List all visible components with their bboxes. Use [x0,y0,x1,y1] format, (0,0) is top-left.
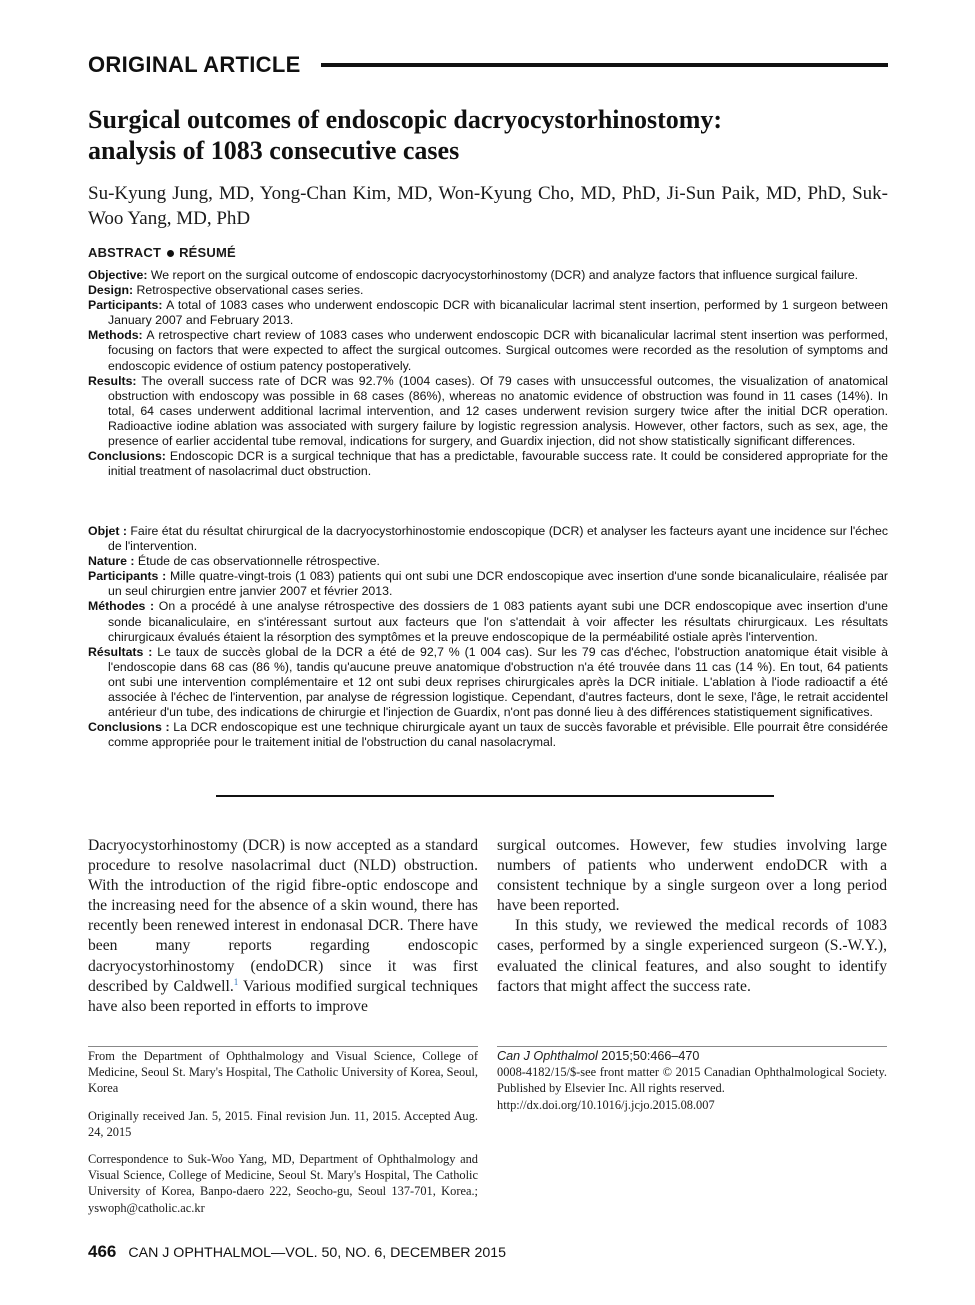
body-column-left [88,836,478,1017]
abstract-item [88,569,888,599]
body-text: Various modified surgical techniques have also been reported in efforts to improve [88,977,478,1015]
abstract-label: Results: [88,373,137,388]
journal-name: Can J Ophthalmol [497,1049,598,1063]
abstract-text: Étude de cas observationnelle rétrospective. [137,554,380,569]
body-paragraph [88,836,478,1017]
abstract-french [88,524,888,750]
abstract-text: A total of 1083 cases who underwent endoscopic DCR with bicanalicular lacrimal stent insertion, performed by 1 surgeon between January 2007 and February 2013. [108,298,888,328]
abstract-label: Methods: [88,328,143,343]
abstract-label: Résultats : [88,644,153,659]
title-line-2: analysis of 1083 consecutive cases [88,136,460,165]
footnotes-right [497,1046,887,1113]
abstract-item [88,599,888,644]
footnote-correspondence: Correspondence to Suk-Woo Yang, MD, Department of Ophthalmology and Visual Science, College of Medicine, Seoul St. Mary's Hospital, The Catholic University of Korea, Banpo-daero 222, Seocho-gu, Seoul 137-701, Korea.; yswoph@catholic.ac.kr [88,1152,478,1215]
abstract-label: Conclusions : [88,720,170,735]
section-header [88,50,888,80]
abstract-label: Conclusions: [88,449,166,464]
body-text: Dacryocystorhinostomy (DCR) is now accepted as a standard procedure to resolve nasolacrimal duct (NLD) obstruction. With the introduction of the rigid fibre-optic endoscope and the increasing need for the absence of a skin wound, there has recently been renewed interest in endonasal DCR. There have been many reports regarding endoscopic dacryocystorhinostomy (endoDCR) since it was first described by Caldwell. [88,837,478,995]
footnote-dates: Originally received Jan. 5, 2015. Final revision Jun. 11, 2015. Accepted Aug. 24, 2015 [88,1108,478,1139]
abstract-label: Participants: [88,298,163,313]
abstract-item [88,328,888,373]
page-number: 466 [88,1242,117,1261]
abstract-label: Méthodes : [88,599,155,614]
abstract-text: Le taux de succès global de la DCR a été de 92,7 % (1 004 cas). Sur les 79 cas d'échec, l'obstruction anatomique était visible à l'endoscopie dans 68 cas (86 %), tandis qu'aucune preuve anatomique d'obstruction n'a été trouvée dans 11 cas (14 %). En tout, 64 patients ont subi une intervention complémentaire et 12 ont subi deux reprises chirurgicales après la DCR initiale. L'ablation à l'iode radioactif a été associée à l'échec de l'intervention, par analyse de régression logistique. Cependant, d'autres facteurs, dont le sexe, l'âge, le retrait accidentel antérieur d'un tube, des indications de chirurgie et l'injection de Guardix, n'ont pas donné lieu à des différences statistiquement significatives. [108,644,888,720]
abstract-text: On a procédé à une analyse rétrospective des dossiers de 1 083 patients ayant subi une DCR endoscopique avec insertion d'une sonde bicanaliculaire, en s'intéressant surtout aux facteurs que l'on s'attendait à voir affecter les résultats chirurgicaux. Les résultats chirurgicaux évalués étaient la résorption des symptômes et la preuve endoscopique de la perméabilité ostiale après l'intervention. [108,599,888,644]
abstract-item [88,374,888,449]
abstract-item [88,720,888,750]
abstract-label: Nature : [88,554,135,569]
abstract-item [88,554,888,569]
abstract-text: A retrospective chart review of 1083 cases who underwent endoscopic DCR with bicanalicular lacrimal stent insertion was performed, focusing on factors that were expected to affect the surgical outcomes. Surgical outcomes were recorded as the resolution of symptoms and endoscopic evidence of ostium patency postoperatively. [108,328,888,373]
abstract-divider [216,795,774,797]
abstract-heading-en: ABSTRACT [88,245,162,260]
abstract-text: Retrospective observational cases series. [136,283,364,298]
abstract-english [88,268,888,479]
reference-link[interactable]: 1 [233,976,239,987]
abstract-item [88,645,888,720]
page-footer [88,1242,506,1262]
abstract-label: Objet : [88,524,127,538]
abstract-label: Objective: [88,268,148,282]
abstract-text: We report on the surgical outcome of endoscopic dacryocystorhinostomy (DCR) and analyze factors that influence surgical failure. [150,268,859,282]
article-title [88,104,888,166]
abstract-text: Endoscopic DCR is a surgical technique that has a predictable, favourable success rate. It could be considered appropriate for the initial treatment of nasolacrimal duct obstruction. [108,449,888,479]
author-list: Su-Kyung Jung, MD, Yong-Chan Kim, MD, Won-Kyung Cho, MD, PhD, Ji-Sun Paik, MD, PhD, Suk-Woo Yang, MD, PhD [88,183,888,229]
bullet-icon [167,250,174,257]
abstract-label: Participants : [88,569,167,584]
journal-volume: 2015;50:466–470 [597,1049,700,1063]
abstract-item [88,283,888,298]
abstract-text: La DCR endoscopique est une technique chirurgicale ayant un taux de succès favorable et prévisible. Elle pourrait être considérée comme appropriée pour le traitement initial de l'obstruction du canal nasolacrymal. [108,720,888,750]
abstract-item [88,298,888,328]
body-paragraph: surgical outcomes. However, few studies involving large numbers of patients who underwent endoDCR with a consistent technique by a single surgeon over a long period have been reported. [497,837,887,915]
body-column-right [497,836,887,997]
journal-citation [497,1048,887,1064]
section-rule [321,63,888,67]
footnote-affiliation: From the Department of Ophthalmology and Visual Science, College of Medicine, Seoul St. Mary's Hospital, The Catholic University of Korea, Seoul, Korea [88,1049,478,1096]
abstract-text: The overall success rate of DCR was 92.7% (1004 cases). Of 79 cases with unsuccessful outcomes, the visualization of anatomical obstruction with endoscopy was possible in 68 cases (86%), whereas no anatomic evidence of obstruction was found in 11 cases (14%). In total, 64 cases underwent additional lacrimal intervention, and 12 cases underwent revision surgery twice after the initial DCR operation. Radioactive iodine ablation was associated with surgery failure by logistic regression analysis. However, other factors, such as sex, age, the presence of earlier accidental tube removal, indications for surgery, and Guardix injection, did not show statistically significant differences. [108,373,889,449]
abstract-text: Faire état du résultat chirurgical de la dacryocystorhinostomie endoscopique (DCR) et analyser les facteurs ayant une incidence sur l'échec de l'intervention. [108,524,888,554]
running-footer: CAN J OPHTHALMOL—VOL. 50, NO. 6, DECEMBER 2015 [128,1245,507,1261]
copyright-notice: 0008-4182/15/$-see front matter © 2015 Canadian Ophthalmological Society. Published by Elsevier Inc. All rights reserved. [497,1065,887,1096]
abstract-item [88,449,888,479]
abstract-item [88,268,888,283]
abstract-heading [88,245,236,260]
abstract-label: Design: [88,283,134,298]
doi-link[interactable]: http://dx.doi.org/10.1016/j.jcjo.2015.08.007 [497,1097,715,1112]
body-paragraph: In this study, we reviewed the medical records of 1083 cases, performed by a single experienced surgeon (S.-W.Y.), evaluated the clinical features, and also sought to identify factors that might affect the success rate. [497,917,887,995]
abstract-item [88,524,888,554]
footnotes-left [88,1046,478,1227]
section-label: ORIGINAL ARTICLE [88,52,301,77]
abstract-text: Mille quatre-vingt-trois (1 083) patients qui ont subi une DCR endoscopique avec insertion d'une sonde bicanaliculaire, réalisée par un seul chirurgien entre janvier 2007 et février 2013. [108,569,889,599]
abstract-heading-fr: RÉSUMÉ [179,245,236,260]
title-line-1: Surgical outcomes of endoscopic dacryocystorhinostomy: [88,105,723,134]
